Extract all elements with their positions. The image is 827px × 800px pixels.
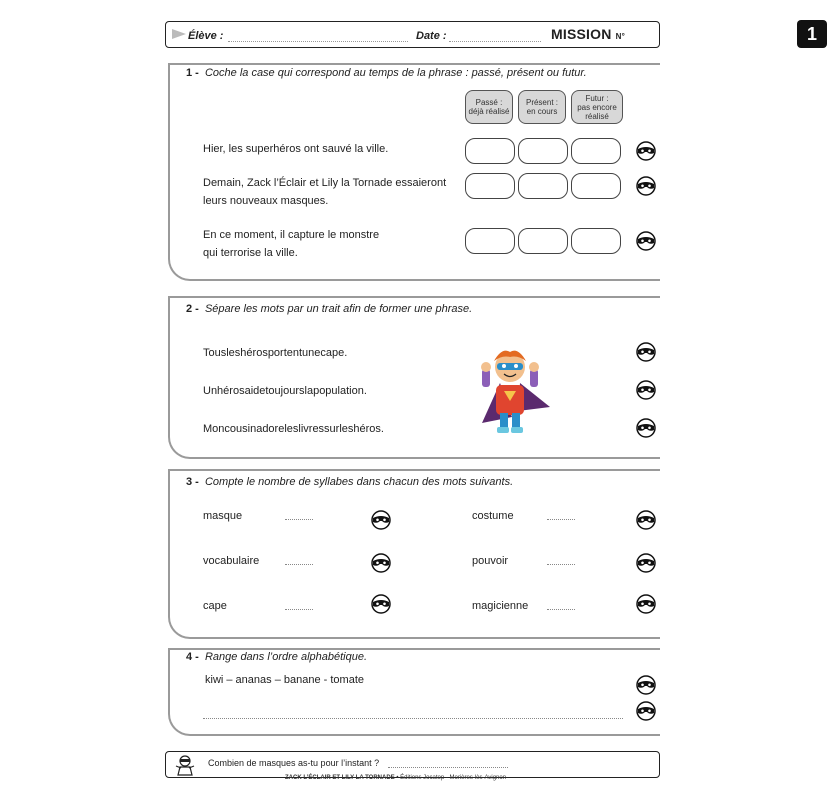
- mask-icon[interactable]: [636, 594, 656, 614]
- word-right-3: magicienne: [472, 600, 529, 612]
- q1-title: 1 - Coche la case qui correspond au temps de la phrase : passé, présent ou futur.: [186, 67, 587, 79]
- superhero-illustration: [472, 345, 552, 440]
- mask-icon[interactable]: [636, 418, 656, 438]
- q2-item-2: Unhérosaidetoujourslapopulation.: [203, 385, 367, 397]
- mission-number: 1: [797, 20, 827, 48]
- answer-field-right-3[interactable]: [547, 609, 575, 610]
- q4-answer-line[interactable]: [203, 718, 623, 719]
- mask-icon[interactable]: [636, 553, 656, 573]
- q4-words: kiwi – ananas – banane - tomate: [205, 674, 364, 686]
- footer-answer-field[interactable]: [388, 767, 508, 768]
- column-future: Futur : pas encore réalisé: [571, 90, 623, 124]
- word-right-2: pouvoir: [472, 555, 509, 567]
- column-past: Passé : déjà réalisé: [465, 90, 513, 124]
- mask-icon[interactable]: [636, 675, 656, 695]
- word-left-3: cape: [203, 600, 227, 612]
- mission-title: MISSION N°: [551, 26, 626, 42]
- q3-title: 3 - Compte le nombre de syllabes dans chacun des mots suivants.: [186, 476, 514, 488]
- mask-icon[interactable]: [636, 342, 656, 362]
- mask-icon[interactable]: [371, 553, 391, 573]
- checkbox-s1-future[interactable]: [571, 138, 621, 164]
- footer-credit: ZACK L’ÉCLAIR ET LILY LA TORNADE • Éditions Jocatop - Morières-lès-Avignon: [285, 775, 507, 781]
- sentence-3: En ce moment, il capture le monstre qui terrorise la ville.: [203, 229, 380, 259]
- mission-header: [165, 21, 817, 48]
- word-left-2: vocabulaire: [203, 555, 260, 567]
- answer-field-left-3[interactable]: [285, 609, 313, 610]
- mask-icon[interactable]: [371, 594, 391, 614]
- sentence-1: Hier, les superhéros ont sauvé la ville.: [203, 143, 389, 155]
- answer-field-left-1[interactable]: [285, 519, 313, 520]
- q4-title: 4 - Range dans l’ordre alphabétique.: [186, 651, 368, 663]
- mask-icon[interactable]: [636, 176, 656, 196]
- checkbox-s3-past[interactable]: [465, 228, 515, 254]
- q2-item-3: Moncousinadoreleslivressurleshéros.: [203, 423, 384, 435]
- checkbox-s2-future[interactable]: [571, 173, 621, 199]
- hero-icon: [172, 754, 198, 776]
- checkbox-s2-past[interactable]: [465, 173, 515, 199]
- date-label: Date :: [416, 30, 447, 42]
- word-right-1: costume: [472, 510, 514, 522]
- checkbox-s3-present[interactable]: [518, 228, 568, 254]
- mask-icon[interactable]: [636, 701, 656, 721]
- q2-item-1: Tousleshérosportentunecape.: [203, 347, 348, 359]
- date-field[interactable]: [449, 41, 541, 42]
- answer-field-left-2[interactable]: [285, 564, 313, 565]
- footer-box: [165, 751, 660, 778]
- mask-icon[interactable]: [371, 510, 391, 530]
- mask-icon[interactable]: [636, 231, 656, 251]
- sentence-2: Demain, Zack l’Éclair et Lily la Tornade essaieront leurs nouveaux masques.: [203, 177, 447, 207]
- footer-question: Combien de masques as-tu pour l’instant ?: [208, 758, 380, 768]
- q2-title: 2 - Sépare les mots par un trait afin de former une phrase.: [186, 303, 473, 315]
- mask-icon[interactable]: [636, 510, 656, 530]
- student-label: Élève :: [188, 30, 224, 42]
- mask-icon[interactable]: [636, 380, 656, 400]
- checkbox-s1-present[interactable]: [518, 138, 568, 164]
- checkbox-s1-past[interactable]: [465, 138, 515, 164]
- column-present: Présent : en cours: [518, 90, 566, 124]
- answer-field-right-2[interactable]: [547, 564, 575, 565]
- student-name-field[interactable]: [228, 41, 408, 42]
- checkbox-s3-future[interactable]: [571, 228, 621, 254]
- mask-icon[interactable]: [636, 141, 656, 161]
- checkbox-s2-present[interactable]: [518, 173, 568, 199]
- word-left-1: masque: [203, 510, 243, 522]
- arrow-icon: [172, 29, 186, 39]
- answer-field-right-1[interactable]: [547, 519, 575, 520]
